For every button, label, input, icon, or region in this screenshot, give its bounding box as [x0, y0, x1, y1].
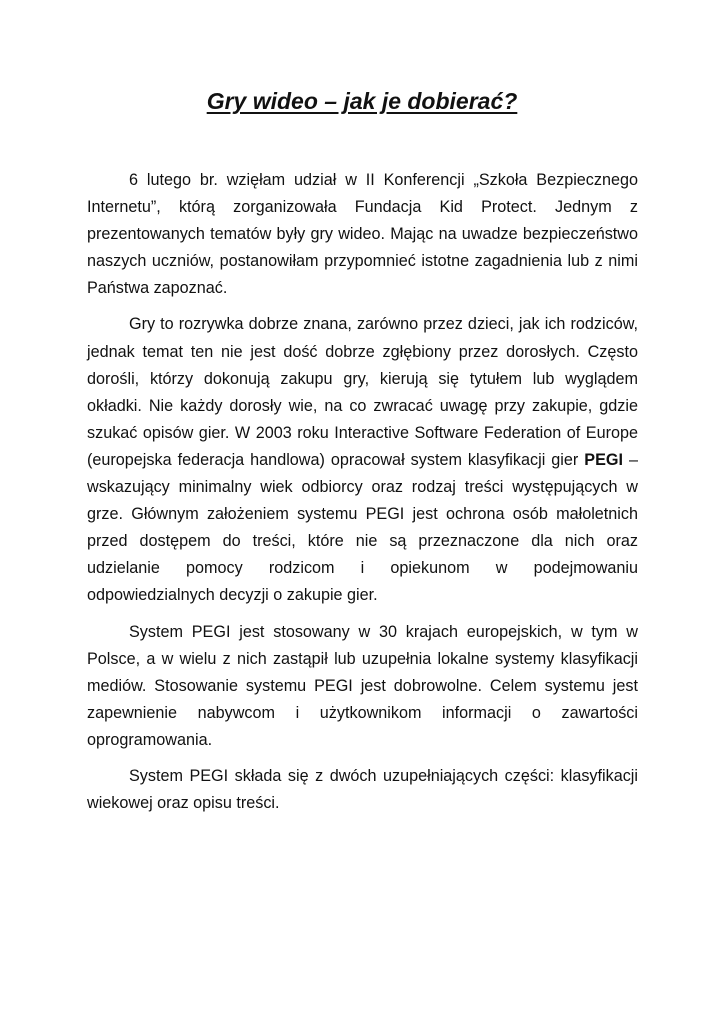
paragraph-4: System PEGI składa się z dwóch uzupełniających części: klasyfikacji wiekowej oraz opisu treści. [87, 766, 638, 813]
paragraph-3: System PEGI jest stosowany w 30 krajach europejskich, w tym w Polsce, a w wielu z nich zastąpił lub uzupełnia lokalne systemy klasyfikacji mediów. Stosowanie systemu PEGI jest dobrowolne. Celem systemu jest zapewnienie nabywcom i użytkownikom informacji o zawartości oprogramowania. [87, 622, 638, 749]
paragraph-2 [87, 311, 638, 609]
paragraph-1: 6 lutego br. wzięłam udział w II Konferencji „Szkoła Bezpiecznego Internetu”, którą zorganizowała Fundacja Kid Protect. Jednym z prezentowanych tematów były gry wideo. Mając na uwadze bezpieczeństwo naszych uczniów, postanowiłam przypomnieć istotne zagadnienia lub z nimi Państwa zapoznać. [87, 171, 638, 298]
document-body [87, 167, 638, 826]
pegi-bold-term: PEGI [584, 450, 623, 469]
document-title: Gry wideo – jak je dobierać? [206, 88, 518, 114]
paragraph-2-text-before: Gry to rozrywka dobrze znana, zarówno przez dzieci, jak ich rodziców, jednak temat ten nie jest dość dobrze zgłębiony przez dorosłych. Często dorośli, którzy dokonują zakupu gry, kierują się tytułem lub wyglądem okładki. Nie każdy dorosły wie, na co zwracać uwagę przy zakupie, gdzie szukać opisów gier. W 2003 roku Interactive Software Federation of Europe (europejska federacja handlowa) opracował system klasyfikacji gier [87, 315, 638, 469]
paragraph-2-text-after: – wskazujący minimalny wiek odbiorcy oraz rodzaj treści występujących w grze. Głównym założeniem systemu PEGI jest ochrona osób małoletnich przed dostępem do treści, które nie są przeznaczone dla nich oraz udzielanie pomocy rodzicom i opiekunom w podejmowaniu odpowiedzialnych decyzji o zakupie gier. [87, 450, 638, 605]
